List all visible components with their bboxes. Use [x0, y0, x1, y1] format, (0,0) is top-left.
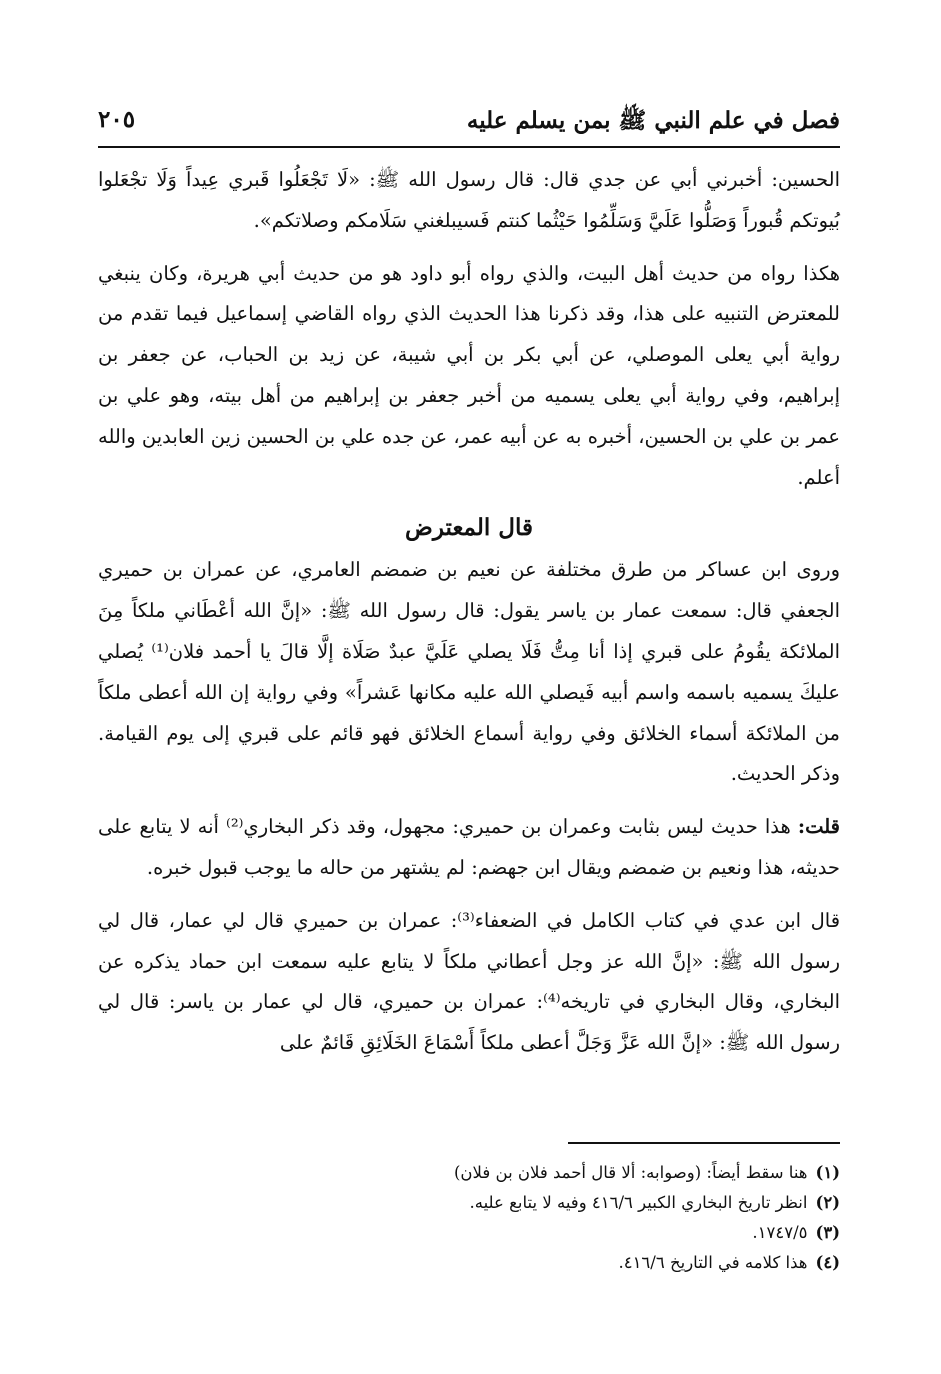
footnote-number: (٢): [815, 1193, 840, 1212]
footnote-text: هذا كلامه في التاريخ ٤١٦/٦.: [618, 1253, 808, 1272]
page-header: [98, 102, 840, 142]
page-number: ٢٠٥: [98, 106, 136, 133]
footnote-item: [98, 1248, 840, 1278]
paragraph-qult: [98, 807, 840, 889]
paragraph-commentary: هكذا رواه من حديث أهل البيت، والذي رواه أبو داود هو من حديث أبي هريرة، وكان ينبغي للمعترض التنبيه على هذا، وقد ذكرنا هذا الحديث الذي رواه القاضي إسماعيل فيما تقدم من رواية أبي يعلى الموصلي، عن أبي بكر بن أبي شيبة، عن زيد بن الحباب، عن جعفر بن إبراهيم، وفي رواية أبي يعلى يسميه من أخبر جعفر بن إبراهيم من أهل بيته، وهو علي بن عمر بن علي بن الحسين، أخبره به عن أبيه عمر، عن جده علي بن الحسين زين العابدين والله أعلم.: [98, 261, 840, 489]
section-heading: قال المعترض: [405, 514, 533, 542]
footnote-item: [98, 1218, 840, 1248]
paragraph-objector-narration: وروى ابن عساكر من طرق مختلفة عن نعيم بن ضمضم العامري، عن عمران بن حميري الجعفي قال: سمعت عمار بن ياسر يقول: قال رسول الله ﷺ: «إنَّ الله أعْطَاني ملكاً مِنَ الملائكة يقُومُ على قبري إذا أنا مِتُّ فَلَا يصلي عَلَيَّ عبدٌ صَلَاة إلَّا قالَ يا أحمد فلان⁽¹⁾ يُصلي عليكَ يسميه باسمه واسم أبيه فَيصلي الله عليه مكانها عَشراً» وفي رواية إن الله أعطى ملكاً من الملائكة أسماء الخلائق وفي رواية أسماع الخلائق فهو قائم على قبري إلى يوم القيامة. وذكر الحديث.: [98, 558, 840, 786]
footnote-divider: [568, 1142, 840, 1144]
footnote-number: (٣): [815, 1223, 840, 1242]
qult-text: هذا حديث ليس بثابت وعمران بن حميري: مجهول، وقد ذكر البخاري⁽²⁾ أنه لا يتابع على حديثه، هذا ونعيم بن ضمضم ويقال ابن جهضم: لم يشتهر من حاله ما يوجب قبول خبره.: [98, 815, 840, 879]
footnote-item: [98, 1158, 840, 1188]
qult-label: قلت:: [797, 815, 840, 839]
footnote-item: [98, 1188, 840, 1218]
footnote-number: (٤): [815, 1253, 840, 1272]
footnote-number: (١): [815, 1163, 840, 1182]
running-title: فصل في علم النبي ﷺ بمن يسلم عليه: [466, 107, 840, 134]
main-text: [98, 160, 840, 1064]
footnote-text: هنا سقط أيضاً: (وصوابه: ألا قال أحمد فلان بن فلان): [453, 1163, 808, 1182]
paragraph-hadith-quote: الحسين: أخبرني أبي عن جدي قال: قال رسول الله ﷺ: «لَا تَجْعَلُوا قَبري عِيداً وَلَا تجْعَلوا بُيوتكم قُبوراً وَصَلُّوا عَلَيَّ وَسَلِّمُوا حَيْثُما كنتم فَسيبلغني سَلَامكم وصلاتكم».: [98, 168, 840, 232]
footnote-text: انظر تاريخ البخاري الكبير ٤١٦/٦ وفيه لا يتابع عليه.: [469, 1193, 808, 1212]
footnotes: [98, 1158, 840, 1278]
paragraph-ibn-adi: قال ابن عدي في كتاب الكامل في الضعفاء⁽³⁾: عمران بن حميري قال لي عمار، قال لي رسول الله ﷺ: «إنَّ الله عز وجل أعطاني ملكاً لا يتابع عليه سمعت ابن حماد يذكره عن البخاري، وقال البخاري في تاريخه⁽⁴⁾: عمران بن حميري، قال لي عمار بن ياسر: قال لي رسول الله ﷺ: «إنَّ الله عَزَّ وَجَلَّ أعطى ملكاً أَسْمَاعَ الخَلَائِقِ قَائمٌ على: [98, 908, 841, 1055]
footnote-text: ١٧٤٧/٥.: [752, 1223, 808, 1242]
header-divider: [98, 146, 840, 148]
